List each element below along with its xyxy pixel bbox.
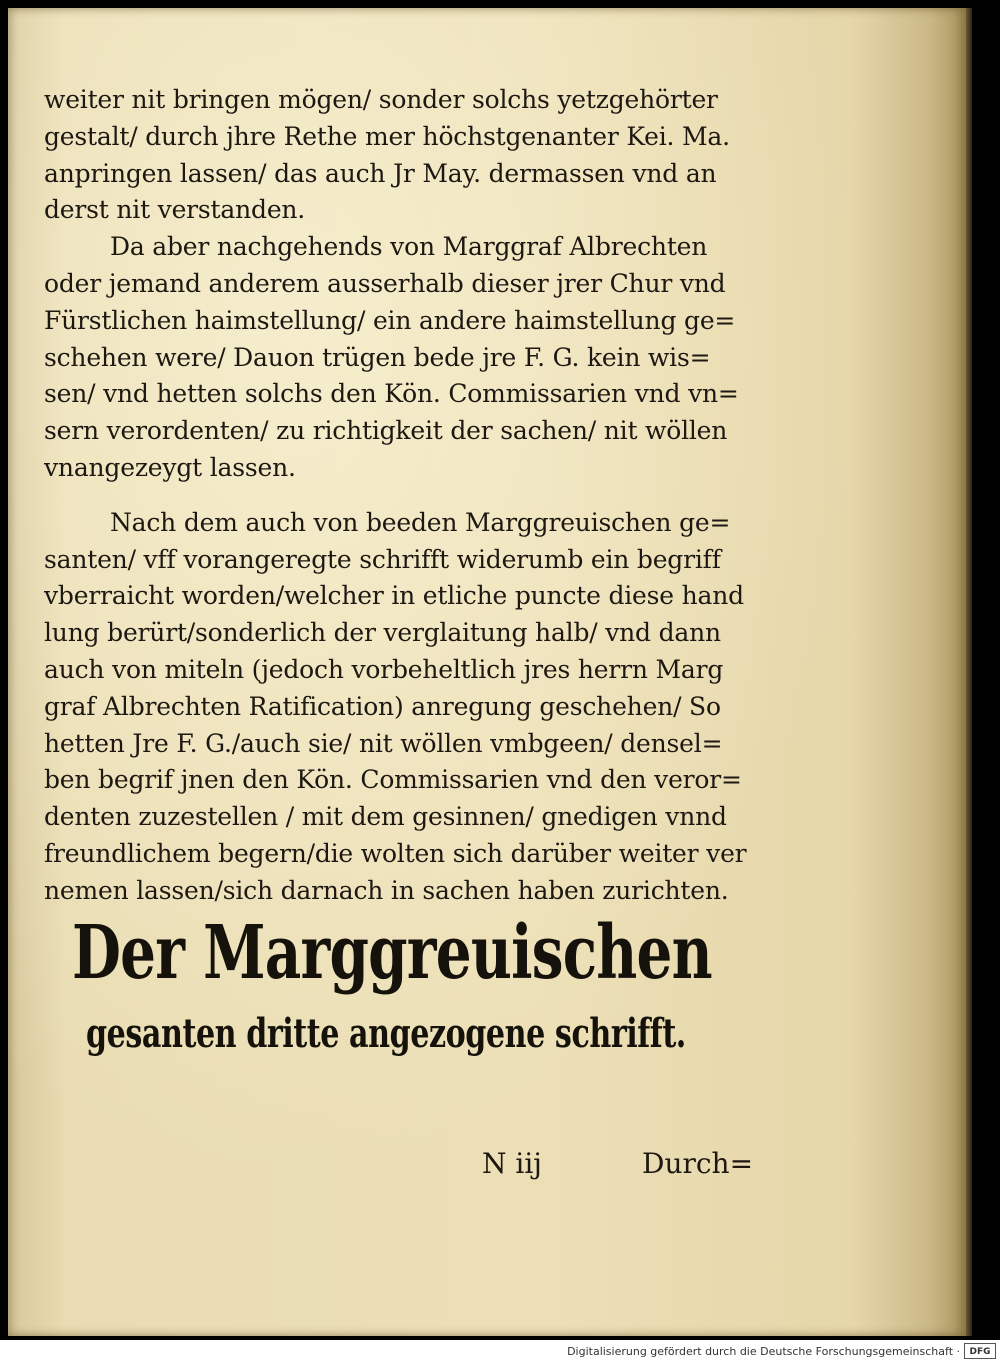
text-line: Nach dem auch von beeden Marggreuischen ge=: [110, 507, 731, 537]
text-line: oder jemand anderem ausserhalb dieser jrer Chur vnd: [44, 268, 726, 298]
text-line: anpringen lassen/ das auch Jr May. dermassen vnd an: [44, 158, 717, 188]
text-line: vberraicht worden/welcher in etliche puncte diese hand: [44, 581, 744, 611]
text-line: gestalt/ durch jhre Rethe mer höchstgenanter Kei. Ma.: [44, 121, 730, 151]
paragraph-2: [44, 229, 804, 487]
section-subheading: gesanten dritte angezogene schrifft.: [86, 1010, 686, 1057]
text-line: freundlichem begern/die wolten sich darüber weiter ver: [44, 838, 747, 868]
footer-bar: [0, 1340, 1000, 1363]
funding-notice: Digitalisierung gefördert durch die Deutsche Forschungsgemeinschaft ·: [567, 1345, 960, 1358]
text-line: hetten Jre F. G./auch sie/ nit wöllen vmbgeen/ densel=: [44, 728, 723, 758]
text-line: lung berürt/sonderlich der verglaitung halb/ vnd dann: [44, 618, 721, 648]
page-edge: [966, 8, 972, 1336]
signature-mark: N iij: [482, 1147, 542, 1180]
text-line: graf Albrechten Ratification) anregung geschehen/ So: [44, 691, 721, 721]
section-heading: Der Marggreuischen: [72, 910, 712, 996]
text-line: sen/ vnd hetten solchs den Kön. Commissarien vnd vn=: [44, 379, 739, 409]
paragraph-3: [44, 505, 804, 910]
body-text: [44, 82, 804, 910]
text-line: denten zuzestellen / mit dem gesinnen/ gnedigen vnnd: [44, 802, 727, 832]
catchword: Durch=: [642, 1147, 754, 1180]
text-line: vnangezeygt lassen.: [44, 452, 296, 482]
book-page: [8, 8, 966, 1336]
text-line: ben begrif jnen den Kön. Commissarien vnd den veror=: [44, 765, 742, 795]
text-line: weiter nit bringen mögen/ sonder solchs yetzgehörter: [44, 85, 718, 114]
text-line: schehen were/ Dauon trügen bede jre F. G. kein wis=: [44, 342, 711, 372]
text-line: sern verordenten/ zu richtigkeit der sachen/ nit wöllen: [44, 416, 728, 446]
dfg-logo-icon: DFG: [964, 1343, 996, 1359]
text-line: derst nit verstanden.: [44, 195, 306, 225]
paragraph-gap: [44, 487, 804, 505]
text-line: Fürstlichen haimstellung/ ein andere haimstellung ge=: [44, 305, 736, 335]
text-line: auch von miteln (jedoch vorbeheltlich jres herrn Marg: [44, 654, 724, 684]
text-line: santen/ vff vorangeregte schrifft widerumb ein begriff: [44, 544, 721, 574]
text-line: nemen lassen/sich darnach in sachen haben zurichten.: [44, 875, 729, 905]
text-line: Da aber nachgehends von Marggraf Albrechten: [110, 232, 708, 262]
paragraph-1: [44, 82, 804, 229]
